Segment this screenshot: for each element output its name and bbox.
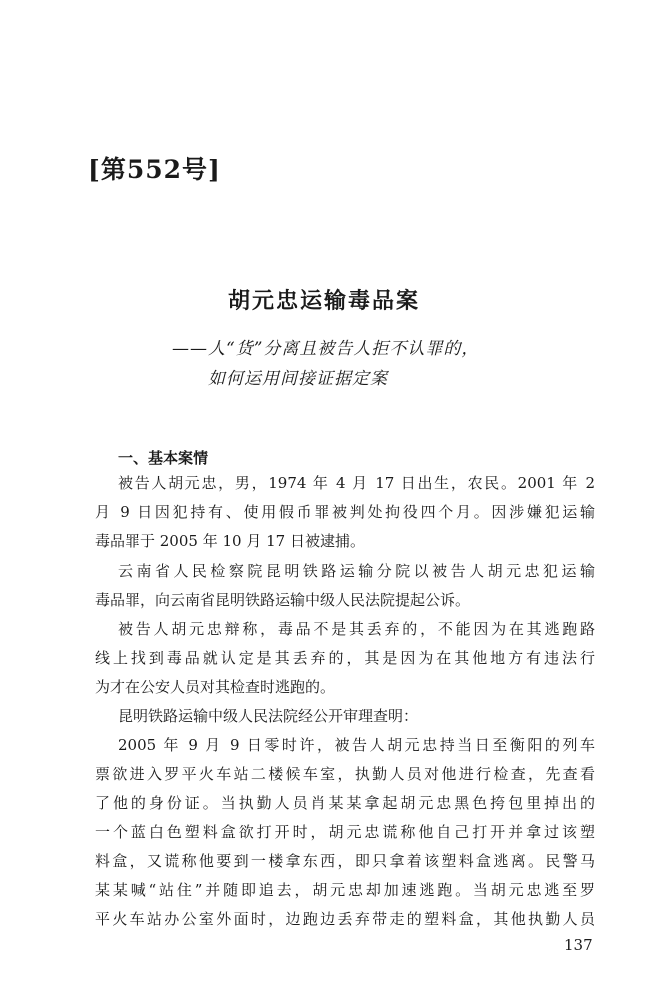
body-line: 被告人胡元忠，男，1974 年 4 月 17 日出生，农民。2001 年 2 (118, 474, 595, 492)
page-number: 137 (564, 936, 593, 954)
body-line: 平火车站办公室外面时，边跑边丢弃带走的塑料盒，其他执勤人员 (95, 910, 595, 928)
body-line: 了他的身份证。当执勤人员肖某某拿起胡元忠黑色挎包里掉出的 (95, 794, 595, 812)
body-line: 线上找到毒品就认定是其丢弃的，其是因为在其他地方有违法行 (95, 649, 595, 667)
body-line: 毒品罪，向云南省昆明铁路运输中级人民法院提起公诉。 (95, 591, 471, 609)
body-line: 某某喊“站住”并随即追去，胡元忠却加速逃跑。当胡元忠逃至罗 (95, 881, 595, 899)
body-line: 被告人胡元忠辩称，毒品不是其丢弃的，不能因为在其逃跑路 (118, 620, 595, 638)
body-line: 昆明铁路运输中级人民法院经公开审理查明： (118, 707, 419, 725)
section-heading: 一、基本案情 (118, 449, 209, 467)
case-subtitle-line-1: ——人“货”分离且被告人拒不认罪的， (172, 339, 480, 359)
case-subtitle-line-2: 如何运用间接证据定案 (208, 369, 388, 389)
case-title: 胡元忠运输毒品案 (227, 288, 420, 314)
body-line: 毒品罪于 2005 年 10 月 17 日被逮捕。 (95, 532, 365, 550)
case-number: [第552号] (88, 155, 221, 184)
body-line: 2005 年 9 月 9 日零时许，被告人胡元忠持当日至衡阳的列车 (118, 736, 595, 754)
body-line: 票欲进入罗平火车站二楼候车室，执勤人员对他进行检查，先查看 (95, 765, 595, 783)
body-line: 料盒，又谎称他要到一楼拿东西，即只拿着该塑料盒逃离。民警马 (95, 852, 595, 870)
body-line: 为才在公安人员对其检查时逃跑的。 (95, 678, 336, 696)
body-line: 云南省人民检察院昆明铁路运输分院以被告人胡元忠犯运输 (118, 562, 595, 580)
body-line: 一个蓝白色塑料盒欲打开时，胡元忠谎称他自己打开并拿过该塑 (95, 823, 595, 841)
body-line: 月 9 日因犯持有、使用假币罪被判处拘役四个月。因涉嫌犯运输 (95, 503, 595, 521)
